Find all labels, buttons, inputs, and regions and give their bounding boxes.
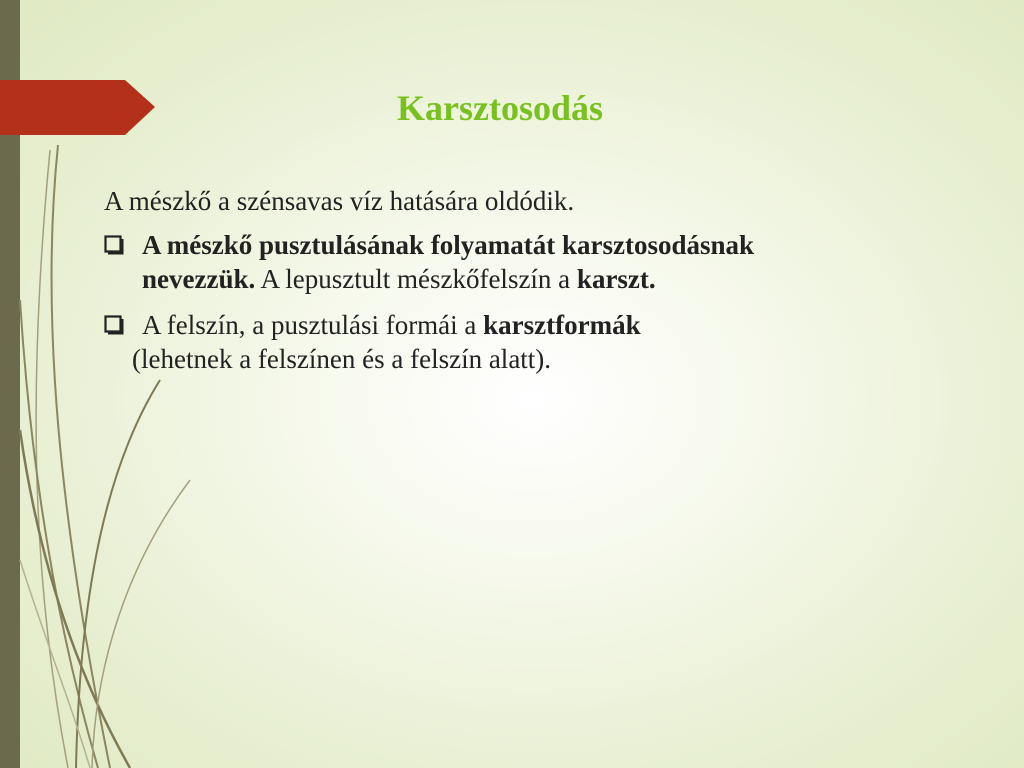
red-arrow-icon bbox=[0, 0, 160, 180]
slide-title: Karsztosodás bbox=[397, 88, 603, 128]
bullet-continuation: (lehetnek a felszínen és a felszín alatt). bbox=[132, 344, 552, 374]
square-box-icon bbox=[104, 315, 124, 335]
bullet-bold-lead: A mészkő pusztulásának folyamatát karsztosodásnak nevezzük. bbox=[142, 230, 755, 294]
bullet-bold-term: karsztformák bbox=[483, 310, 641, 340]
slide-content bbox=[104, 184, 804, 388]
intro-text: A mészkő a szénsavas víz hatására oldódik. bbox=[104, 186, 575, 216]
square-box-icon bbox=[104, 235, 124, 255]
bullet-item bbox=[104, 228, 804, 296]
bullet-bold-tail: karszt. bbox=[576, 264, 656, 294]
bullet-item bbox=[104, 308, 804, 376]
bullet-text-lead: A felszín, a pusztulási formái a bbox=[142, 310, 484, 340]
bullet-text-mid: A lepusztult mészkőfelszín a bbox=[255, 264, 577, 294]
